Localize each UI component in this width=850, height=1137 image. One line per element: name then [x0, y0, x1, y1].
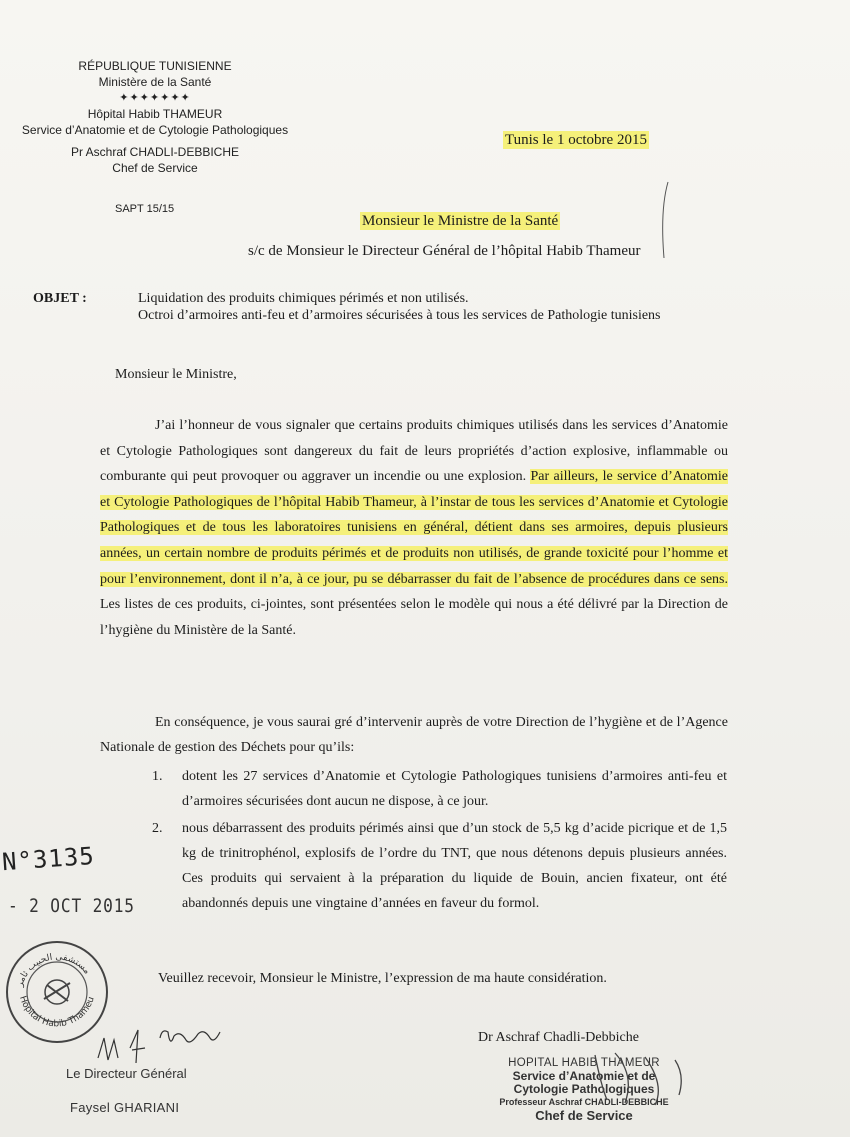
- letterhead-professor: Pr Aschraf CHADLI-DEBBICHE: [70, 145, 240, 159]
- letterhead-hospital: Hôpital Habib THAMEUR: [87, 107, 223, 121]
- paragraph-2: En conséquence, je vous saurai gré d’intervenir auprès de votre Direction de l’hygiène et de l’Agence Nationale de gestion des Déchets pour qu’ils:: [100, 715, 728, 755]
- director-name: Faysel GHARIANI: [70, 1100, 180, 1115]
- list-item: 1. dotent les 27 services d’Anatomie et Cytologie Pathologiques tunisiens d’armoires anti-feu et d’armoires sécurisées dont aucun ne dispose, à ce jour.: [152, 769, 727, 809]
- letterhead-role: Chef de Service: [112, 161, 198, 175]
- request-list: [152, 764, 727, 918]
- handwritten-registration-number: N°3135: [1, 841, 96, 877]
- list-item: 2. nous débarrassent des produits périmés ainsi que d’un stock de 5,5 kg d’acide picrique et de 1,5 kg de trinitrophénol, explosifs de l’ordre du TNT, que nous détenons depuis plusieurs années. Ces produits qui servaient à la préparation du liquide de Bouin, ancien fixateur, ont été abandonnés depuis une vingtaine d’années en faveur du formol.: [152, 821, 727, 911]
- object-line-2: Octroi d’armoires anti-feu et d’armoires sécurisées à tous les services de Pathologie tunisiens: [138, 308, 661, 323]
- addressee-line-1: Monsieur le Ministre de la Santé: [362, 213, 559, 229]
- closing-formula: Veuillez recevoir, Monsieur le Ministre, l’expression de ma haute considération.: [158, 971, 607, 986]
- object-label: OBJET :: [33, 291, 87, 306]
- paragraph-1: J’ai l’honneur de vous signaler que certains produits chimiques utilisés dans les services d’Anatomie et Cytologie Pathologiques sont dangereux du fait de leurs propriétés d’action explosive, inflammable ou comburante qui peut provoquer ou aggraver un incendie ou une explosion. Par ailleurs, le service d’Anatomie et Cytologie Pathologiques de l’hôpital Habib Thameur, à l’instar de tous les services d’Anatomie et Cytologie Pathologiques et de tous les laboratoires tunisiens en général, détient dans ses armoires, depuis plusieurs années, un certain nombre de produits périmés et de produits non utilisés, de grande toxicité pour l’homme et pour l’environnement, dont il n’a, à ce jour, pu se débarrasser du fait de l’absence de procédures dans ce sens. Les listes de ces produits, ci-jointes, sont présentées selon le modèle qui nous a été délivré par la Direction de l’hygiène du Ministère de la Santé.: [100, 418, 728, 638]
- highlighted-passage: Par ailleurs, le service d’Anatomie et Cytologie Pathologiques de l’hôpital Habib Thameur, à l’instar de tous les services d’Anatomie et Cytologie Pathologiques et de tous les laboratoires tunisiens en général, détient dans ses armoires, depuis plusieurs années, un certain nombre de produits périmés et de produits non utilisés, de grande toxicité pour l’homme et pour l’environnement, dont il n’a, à ce jour, pu se débarrasser du fait de l’absence de procédures dans ce sens.: [100, 469, 728, 587]
- director-title: Le Directeur Général: [66, 1066, 187, 1081]
- salutation: Monsieur le Ministre,: [115, 367, 237, 382]
- reference-number: SAPT 15/15: [115, 203, 175, 215]
- letterhead-republic: RÉPUBLIQUE TUNISIENNE: [78, 59, 232, 73]
- letterhead-stars: ✦✦✦✦✦✦✦: [119, 92, 191, 104]
- letterhead-ministry: Ministère de la Santé: [98, 75, 212, 89]
- addressee-line-2: s/c de Monsieur le Directeur Général de l’hôpital Habib Thameur: [248, 243, 641, 259]
- signatory-name: Dr Aschraf Chadli-Debbiche: [478, 1030, 639, 1045]
- service-stamp: HOPITAL HABIB THAMEUR Service d’Anatomie et de Cytologie Pathologiques Professeur Aschraf CHADLI-DEBBICHE Chef de Service: [499, 1057, 669, 1123]
- letterhead-service: Service d’Anatomie et de Cytologie Pathologiques: [21, 123, 289, 137]
- received-date-stamp: - 2 OCT 2015: [8, 895, 135, 917]
- chief-signature: [555, 1045, 715, 1110]
- svg-text:مستشفى الحبيب ثامر: مستشفى الحبيب ثامر: [15, 952, 92, 988]
- object-line-1: Liquidation des produits chimiques périmés et non utilisés.: [138, 291, 469, 306]
- pen-stroke-mark: [650, 180, 680, 260]
- svg-text:Hôpital Habib Thameur: Hôpital Habib Thameu: [16, 994, 97, 1030]
- letter-date: Tunis le 1 octobre 2015: [505, 132, 647, 148]
- letterhead: [0, 58, 310, 176]
